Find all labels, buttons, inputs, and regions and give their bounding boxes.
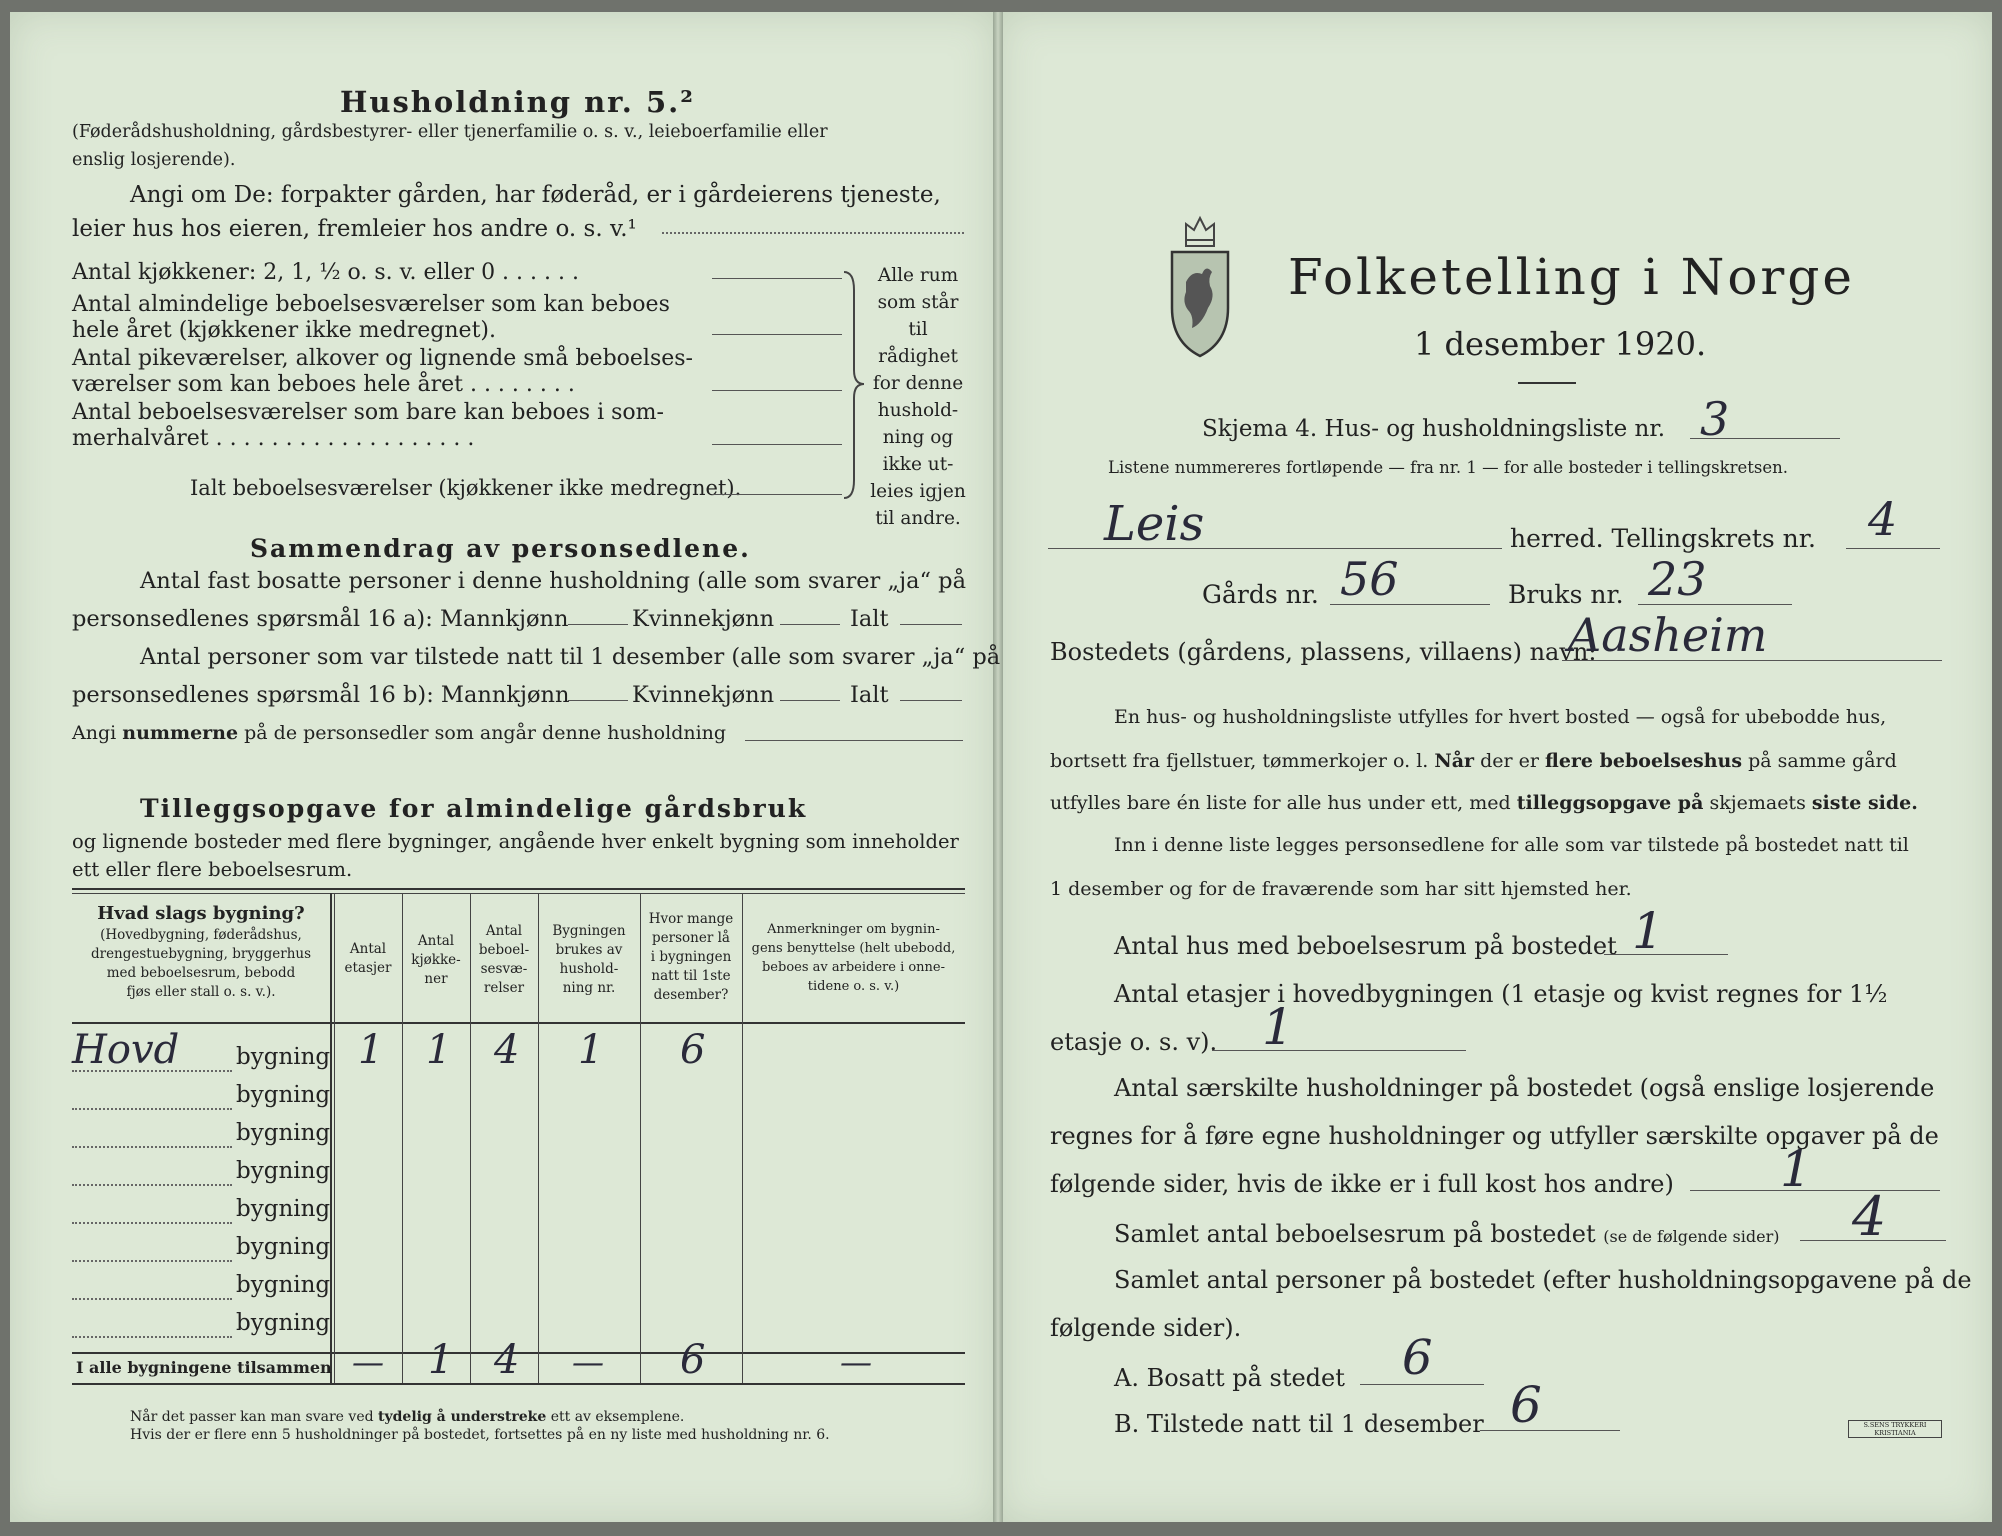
- floors-line-2: etasje o. s. v).: [1050, 1028, 1218, 1056]
- rooms-note-line: Alle rum: [877, 265, 959, 286]
- col-header-line: Antal: [485, 923, 523, 939]
- col-header-floors: [334, 940, 402, 978]
- total-persons: 6: [680, 1337, 706, 1383]
- instruction-1b: [1050, 752, 1897, 771]
- krets-fill: [1846, 548, 1940, 549]
- floors-fill: [1212, 1050, 1466, 1051]
- row1-kitchens: 1: [426, 1027, 452, 1073]
- table-top-border-2: [72, 893, 965, 894]
- household-subtitle-1: (Føderådshusholdning, gårdsbestyrer- eller tjenerfamilie o. s. v., leieboerfamilie eller: [72, 122, 828, 142]
- table-total-label: I alle bygningene tilsammen: [76, 1358, 332, 1377]
- col-header-line: (Hovedbygning, føderådshus,: [100, 927, 302, 943]
- row1-building-type: Hovd: [72, 1027, 180, 1073]
- ordinary-rooms-label-1: Antal almindelige beboelsesværelser som kan beboes: [72, 292, 670, 317]
- col-header-line: etasjer: [344, 960, 392, 976]
- persons-line-1: Samlet antal personer på bostedet (efter husholdningsopgavene på de: [1114, 1266, 1972, 1294]
- row1-persons: 6: [680, 1027, 706, 1073]
- present-total-label: Ialt: [850, 682, 889, 708]
- col-header-line: relser: [483, 980, 525, 996]
- footnote-1-bold: tydelig å understreke: [378, 1409, 547, 1425]
- resident-male-fill: [568, 624, 628, 625]
- col-header-line: gens benyttelse (helt ubebodd,: [751, 941, 956, 956]
- col-header-kitchens: [402, 932, 470, 989]
- row-fill: [72, 1222, 232, 1224]
- rooms-note-line: ikke ut-: [882, 454, 954, 475]
- footnote-2: Hvis der er flere enn 5 husholdninger på bostedet, fortsettes på en ny liste med husholdning nr. 6.: [130, 1427, 830, 1443]
- resident-value: 6: [1402, 1330, 1433, 1386]
- ordinary-rooms-label-2: hele året (kjøkkener ikke medregnet).: [72, 318, 496, 343]
- instruction-1c-bold: siste side.: [1811, 792, 1918, 814]
- summary-present-line-2: personsedlenes spørsmål 16 b): Mannkjønn: [72, 682, 570, 708]
- row-fill: [72, 1260, 232, 1262]
- total-rooms-right-label: [1114, 1222, 1779, 1246]
- instruction-1b-bold: Når: [1434, 750, 1475, 772]
- resident-total-fill: [900, 624, 962, 625]
- col-header-line: beboel-: [478, 942, 530, 958]
- present-total-fill: [900, 700, 962, 701]
- footnote-1-post: ett av eksemplene.: [546, 1409, 685, 1425]
- col-header-line: kjøkke-: [411, 952, 461, 968]
- present-female-fill: [780, 700, 840, 701]
- col-header-household: [538, 922, 640, 998]
- summer-rooms-label-1: Antal beboelsesværelser som bare kan beboes i som-: [72, 400, 664, 425]
- houses-value: 1: [1632, 902, 1664, 960]
- table-row-label: bygning: [236, 1158, 331, 1184]
- herred-value: Leis: [1104, 496, 1205, 552]
- instruction-1a: En hus- og husholdningsliste utfylles for hvert bosted — også for ubebodde hus,: [1114, 706, 1887, 728]
- rooms-note-line: til andre.: [875, 508, 961, 529]
- table-row-label: bygning: [236, 1082, 331, 1108]
- person-numbers-label: [72, 724, 726, 743]
- instruction-1c-bold: tilleggsopgave på: [1516, 792, 1704, 814]
- summary-title: Sammendrag av personsedlene.: [250, 534, 751, 563]
- instruction-1c: [1050, 794, 1918, 813]
- rooms-note-line: som står til: [877, 292, 959, 340]
- row1-floors: 1: [358, 1027, 384, 1073]
- floors-line-1: Antal etasjer i hovedbygningen (1 etasje og kvist regnes for 1½: [1114, 980, 1888, 1008]
- floors-value: 1: [1262, 998, 1294, 1056]
- persons-line-2: følgende sider).: [1050, 1314, 1242, 1342]
- col-header-line: fjøs eller stall o. s. v.).: [126, 984, 276, 1000]
- col-header-line: i bygningen: [650, 949, 732, 965]
- bruks-value: 23: [1648, 552, 1707, 606]
- herred-label: herred. Tellingskrets nr.: [1510, 524, 1816, 553]
- table-row-label: bygning: [236, 1234, 331, 1260]
- krets-value: 4: [1868, 492, 1898, 546]
- houses-fill: [1604, 954, 1728, 955]
- rooms-note-line: leies igjen: [870, 481, 966, 502]
- col-header-line: desember?: [653, 987, 729, 1003]
- rooms-brace: [840, 270, 866, 500]
- person-numbers-pre: Angi: [72, 722, 123, 744]
- intro-line-2: leier hus hos eieren, fremleier hos andre o. s. v.¹: [72, 216, 637, 242]
- table-header-border: [72, 1022, 965, 1024]
- col-header-line: beboes av arbeidere i onne-: [761, 960, 946, 975]
- rooms-note-line: ning og: [882, 427, 954, 448]
- table-row-label: bygning: [236, 1120, 331, 1146]
- bruks-label: Bruks nr.: [1508, 580, 1624, 609]
- census-date: 1 desember 1920.: [1414, 325, 1707, 363]
- supplement-title: Tilleggsopgave for almindelige gårdsbruk: [140, 794, 808, 823]
- person-numbers-post: på de personsedler som angår denne husholdning: [238, 722, 727, 744]
- row-fill: [72, 1184, 232, 1186]
- col-header-line: personer lå: [652, 930, 730, 946]
- row-fill: [72, 1298, 232, 1300]
- maid-rooms-label-2: værelser som kan beboes hele året . . . . . . . .: [72, 372, 575, 397]
- intro-fill-line: [662, 232, 964, 234]
- col-header-rooms: [470, 922, 538, 998]
- summary-present-line-1: Antal personer som var tilstede natt til 1 desember (alle som svarer „ja“ på: [140, 644, 1001, 670]
- instruction-2a: Inn i denne liste legges personsedlene for alle som var tilstede på bostedet natt til: [1114, 834, 1909, 856]
- col-header-line: sesvæ-: [480, 961, 528, 977]
- households-fill: [1690, 1190, 1940, 1191]
- gards-label: Gårds nr.: [1202, 580, 1319, 609]
- household-title: Husholdning nr. 5.²: [340, 85, 695, 119]
- col-header-line: tidene o. s. v.): [807, 979, 900, 994]
- summer-rooms-label-2: merhalvåret . . . . . . . . . . . . . . . . . . .: [72, 426, 475, 451]
- schema-label: Skjema 4. Hus- og husholdningsliste nr.: [1202, 416, 1666, 442]
- schema-number-value: 3: [1700, 392, 1730, 446]
- col-header-line: Hvor mange: [648, 911, 734, 927]
- row1-rooms: 4: [494, 1027, 520, 1073]
- numbering-note: Listene nummereres fortløpende — fra nr. 1 — for alle bosteder i tellingskretsen.: [1108, 458, 1789, 477]
- household-subtitle-2: enslig losjerende).: [72, 150, 236, 170]
- total-kitchens: 1: [428, 1337, 454, 1383]
- summary-resident-line-2: personsedlenes spørsmål 16 a): Mannkjønn: [72, 606, 569, 632]
- instruction-1b-post: på samme gård: [1742, 750, 1897, 772]
- total-household: —: [572, 1343, 604, 1381]
- total-rooms-label: Ialt beboelsesværelser (kjøkkener ikke medregnet).: [190, 476, 742, 500]
- col-header-line: Antal: [417, 933, 455, 949]
- kitchens-label: Antal kjøkkener: 2, 1, ½ o. s. v. eller 0 . . . . . .: [72, 260, 579, 285]
- present-fill: [1480, 1430, 1620, 1431]
- rooms-note-line: rådighet: [878, 346, 958, 367]
- rooms-note: [868, 262, 968, 532]
- instruction-1b-bold: flere beboelseshus: [1545, 750, 1743, 772]
- households-value: 1: [1780, 1140, 1812, 1198]
- row-fill: [72, 1108, 232, 1110]
- col-header-line: Anmerkninger om bygnin-: [767, 922, 940, 937]
- intro-line-1: Angi om De: forpakter gården, har føderåd, er i gårdeierens tjeneste,: [130, 182, 941, 208]
- households-line-3: følgende sider, hvis de ikke er i full kost hos andre): [1050, 1170, 1674, 1198]
- present-label: B. Tilstede natt til 1 desember: [1114, 1410, 1484, 1438]
- col-header-line: med beboelsesrum, bebodd: [106, 965, 296, 981]
- census-title: Folketelling i Norge: [1288, 248, 1855, 306]
- row1-household: 1: [578, 1027, 604, 1073]
- rooms-note-line: for denne: [872, 373, 964, 394]
- col-header-persons: [640, 910, 742, 1005]
- instruction-1c-mid: skjemaets: [1703, 792, 1812, 814]
- households-line-2: regnes for å føre egne husholdninger og utfyller særskilte opgaver på de: [1050, 1122, 1939, 1150]
- col-header-building-type-title: Hvad slags bygning?: [97, 903, 305, 924]
- supplement-line-1: og lignende bosteder med flere bygninger, angående hver enkelt bygning som inneholder: [72, 830, 959, 853]
- col-header-remarks: [742, 920, 965, 996]
- households-line-1: Antal særskilte husholdninger på bostedet (også enslige losjerende: [1114, 1074, 1935, 1102]
- col-header-line: ner: [424, 971, 448, 987]
- supplement-line-2: ett eller flere beboelsesrum.: [72, 858, 353, 881]
- resident-label: A. Bosatt på stedet: [1114, 1364, 1345, 1392]
- col-header-line: natt til 1ste: [651, 968, 731, 984]
- bosted-label: Bostedets (gårdens, plassens, villaens) navn:: [1050, 638, 1597, 666]
- bosted-value: Aasheim: [1568, 608, 1768, 662]
- rooms-note-line: hushold-: [877, 400, 959, 421]
- kitchens-fill: [712, 278, 842, 279]
- total-rooms: 4: [494, 1337, 520, 1383]
- col-header-line: hushold-: [559, 961, 619, 977]
- instruction-1b-mid: der er: [1474, 750, 1545, 772]
- resident-female-fill: [780, 624, 840, 625]
- present-male-fill: [568, 700, 628, 701]
- table-row-label: bygning: [236, 1310, 331, 1336]
- col-header-line: Antal: [349, 941, 387, 957]
- maid-rooms-fill: [712, 390, 842, 391]
- present-female-label: Kvinnekjønn: [632, 682, 775, 708]
- row-fill: [72, 1336, 232, 1338]
- total-rooms-right-text: Samlet antal beboelsesrum på bostedet: [1114, 1220, 1596, 1248]
- book-spine: [993, 12, 1003, 1522]
- table-col-line: [330, 893, 332, 1383]
- title-rule: [1518, 382, 1576, 384]
- instruction-2b: 1 desember og for de fraværende som har sitt hjemsted her.: [1050, 878, 1632, 900]
- houses-label: Antal hus med beboelsesrum på bostedet: [1114, 932, 1617, 960]
- table-row-label: bygning: [236, 1044, 331, 1070]
- table-row-label: bygning: [236, 1196, 331, 1222]
- col-header-building-type: [72, 902, 330, 1002]
- instruction-1b-pre: bortsett fra fjellstuer, tømmerkojer o. l.: [1050, 750, 1435, 772]
- total-rooms-right-small: (se de følgende sider): [1603, 1227, 1780, 1246]
- gards-value: 56: [1340, 552, 1399, 606]
- footnote-1-pre: Når det passer kan man svare ved: [130, 1409, 379, 1425]
- footnote-1: [130, 1410, 684, 1424]
- instruction-1c-pre: utfylles bare én liste for alle hus under ett, med: [1050, 792, 1517, 814]
- table-row-label: bygning: [236, 1272, 331, 1298]
- table-bottom-border: [72, 1383, 965, 1385]
- printer-stamp: S.SENS TRYKKERI KRISTIANIA: [1848, 1420, 1942, 1438]
- row-fill: [72, 1146, 232, 1148]
- person-numbers-fill: [745, 740, 963, 741]
- person-numbers-bold: nummerne: [122, 722, 239, 744]
- summary-resident-line-1: Antal fast bosatte personer i denne husholdning (alle som svarer „ja“ på: [140, 568, 966, 594]
- resident-total-label: Ialt: [850, 606, 889, 632]
- col-header-line: Bygningen: [552, 923, 626, 939]
- ordinary-rooms-fill: [712, 334, 842, 335]
- summer-rooms-fill: [712, 444, 842, 445]
- resident-female-label: Kvinnekjønn: [632, 606, 775, 632]
- total-rooms-fill: [712, 494, 842, 495]
- present-value: 6: [1510, 1376, 1542, 1434]
- col-header-line: drengestuebygning, bryggerhus: [90, 946, 312, 962]
- total-floors: —: [352, 1343, 384, 1381]
- col-header-line: ning nr.: [562, 980, 616, 996]
- norway-coat-of-arms: [1168, 212, 1232, 360]
- total-rooms-right-value: 4: [1852, 1185, 1887, 1248]
- total-remarks: —: [840, 1343, 872, 1381]
- col-header-line: brukes av: [555, 942, 623, 958]
- table-top-border: [72, 888, 965, 890]
- maid-rooms-label-1: Antal pikeværelser, alkover og lignende små beboelses-: [72, 346, 693, 371]
